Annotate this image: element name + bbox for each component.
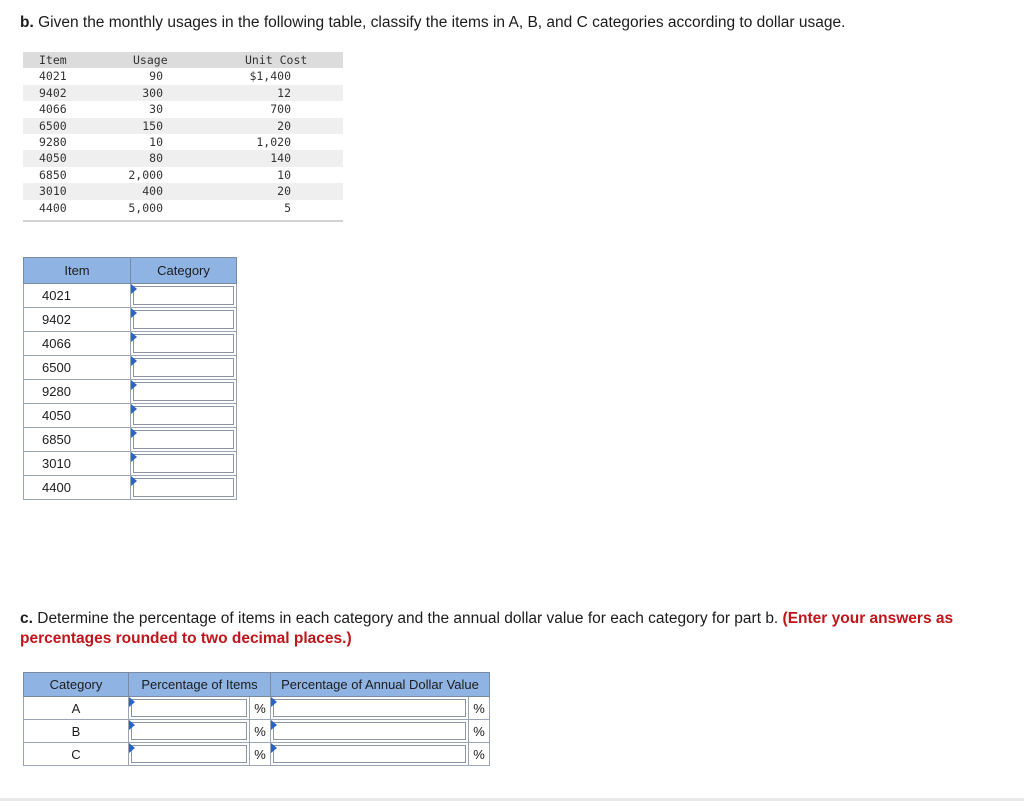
category-input-cell [131,428,237,452]
usage-data-table [23,52,343,222]
usage-cell: 2,000 [128,167,163,182]
percent-unit: % [469,743,490,766]
category-input[interactable] [133,310,234,329]
percentage-dollar-input[interactable] [273,699,466,717]
page-divider [0,798,1024,801]
category-input-cell [131,380,237,404]
unit-cost-cell: 1,020 [256,134,291,149]
percentage-dollar-input[interactable] [273,745,466,763]
col-header-percentage-dollar: Percentage of Annual Dollar Value [271,673,490,697]
col-header-item: Item [24,258,131,284]
item-cell: 9402 [39,85,67,100]
part-b-question [20,13,845,33]
part-c-question [20,609,995,649]
data-table-row [23,118,343,134]
data-table-row [23,68,343,84]
table-row [24,284,237,308]
part-b-text: Given the monthly usages in the following table, classify the items in A, B, and C categories according to dollar usage. [33,14,846,31]
unit-cost-cell: 140 [270,151,291,166]
input-marker-icon [129,743,135,753]
percent-unit: % [250,697,271,720]
item-number: 4021 [24,284,131,308]
item-cell: 4021 [39,69,67,84]
percentage-dollar-cell [271,743,469,766]
input-marker-icon [131,356,137,366]
header-unit-cost: Unit Cost [245,53,308,67]
percentage-dollar-cell [271,697,469,720]
table-row [24,743,490,766]
category-input[interactable] [133,406,234,425]
item-cell: 6500 [39,118,67,133]
unit-cost-cell: 12 [277,85,291,100]
input-marker-icon [131,428,137,438]
data-table-row [23,200,343,216]
category-input-cell [131,404,237,428]
input-marker-icon [131,308,137,318]
item-number: 4400 [24,476,131,500]
data-table-row [23,101,343,117]
category-input-cell [131,284,237,308]
category-label: A [24,697,129,720]
category-input-cell [131,332,237,356]
data-table-header [23,52,343,68]
input-marker-icon [131,332,137,342]
item-cell: 4050 [39,151,67,166]
category-input-cell [131,356,237,380]
input-marker-icon [131,452,137,462]
part-c-instruction: (Enter your answers as percentages rounded to two decimal places.) [20,610,954,647]
category-input-cell [131,308,237,332]
category-label: B [24,720,129,743]
input-marker-icon [129,720,135,730]
col-header-category: Category [24,673,129,697]
percentage-items-cell [129,720,250,743]
percentage-dollar-input[interactable] [273,722,466,740]
unit-cost-cell: 10 [277,167,291,182]
unit-cost-cell: $1,400 [249,69,291,84]
percentage-items-cell [129,697,250,720]
item-cell: 9280 [39,134,67,149]
usage-cell: 90 [149,69,163,84]
col-header-percentage-items: Percentage of Items [129,673,271,697]
category-input[interactable] [133,334,234,353]
percent-unit: % [469,697,490,720]
percentage-dollar-cell [271,720,469,743]
item-cell: 4066 [39,102,67,117]
usage-cell: 300 [142,85,163,100]
category-input[interactable] [133,430,234,449]
table-row [24,380,237,404]
category-input[interactable] [133,286,234,305]
table-bottom-rule [23,220,343,222]
usage-cell: 150 [142,118,163,133]
table-row [24,697,490,720]
category-input[interactable] [133,382,234,401]
data-table-row [23,134,343,150]
part-c-text: Determine the percentage of items in each category and the annual dollar value for each category for part b. [32,610,783,627]
input-marker-icon [271,743,277,753]
item-number: 9402 [24,308,131,332]
data-table-row [23,150,343,166]
unit-cost-cell: 20 [277,184,291,199]
usage-cell: 5,000 [128,200,163,215]
unit-cost-cell: 700 [270,102,291,117]
percentage-answer-table [23,672,490,766]
item-number: 4066 [24,332,131,356]
input-marker-icon [131,404,137,414]
category-input[interactable] [133,358,234,377]
input-marker-icon [131,380,137,390]
category-answer-table [23,257,237,500]
input-marker-icon [271,697,277,707]
category-input-cell [131,452,237,476]
unit-cost-cell: 20 [277,118,291,133]
item-cell: 4400 [39,200,67,215]
percentage-items-input[interactable] [131,722,247,740]
input-marker-icon [131,284,137,294]
item-number: 4050 [24,404,131,428]
item-number: 9280 [24,380,131,404]
header-usage: Usage [133,53,168,67]
input-marker-icon [129,697,135,707]
col-header-category: Category [131,258,237,284]
usage-cell: 10 [149,134,163,149]
table-row [24,428,237,452]
input-marker-icon [271,720,277,730]
usage-cell: 400 [142,184,163,199]
percent-unit: % [250,720,271,743]
table-row [24,404,237,428]
percentage-items-input[interactable] [131,745,247,763]
percentage-items-cell [129,743,250,766]
category-input[interactable] [133,478,234,497]
item-number: 6500 [24,356,131,380]
unit-cost-cell: 5 [284,200,291,215]
data-table-row [23,167,343,183]
percent-unit: % [469,720,490,743]
data-table-row [23,183,343,199]
item-number: 6850 [24,428,131,452]
percent-unit: % [250,743,271,766]
category-input-cell [131,476,237,500]
part-b-label: b. [20,14,34,31]
item-cell: 6850 [39,167,67,182]
item-number: 3010 [24,452,131,476]
table-row [24,452,237,476]
table-row [24,720,490,743]
table-row [24,356,237,380]
table-row [24,332,237,356]
usage-cell: 80 [149,151,163,166]
table-row [24,476,237,500]
data-table-row [23,85,343,101]
usage-cell: 30 [149,102,163,117]
category-input[interactable] [133,454,234,473]
item-cell: 3010 [39,184,67,199]
category-label: C [24,743,129,766]
part-c-label: c. [20,610,33,627]
percentage-items-input[interactable] [131,699,247,717]
header-item: Item [39,53,67,67]
table-row [24,308,237,332]
input-marker-icon [131,476,137,486]
